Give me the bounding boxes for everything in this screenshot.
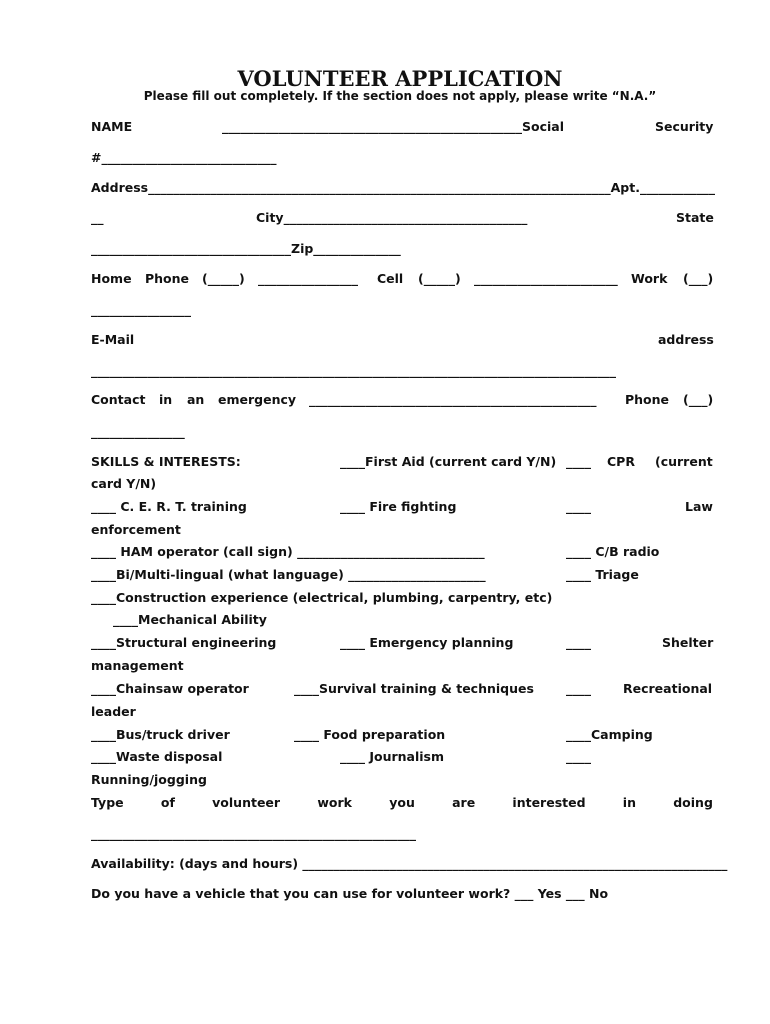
skill-running: Running/jogging (91, 772, 207, 787)
state-label: State (676, 210, 714, 225)
email-label: E-Mail (91, 332, 135, 347)
skill-triage[interactable]: ____ Triage (566, 567, 639, 582)
contact-an-label: an (187, 392, 205, 407)
skill-cb-radio[interactable]: ____ C/B radio (566, 544, 660, 559)
ssn-field[interactable]: #____________________________ (91, 150, 277, 165)
type-word: you (389, 795, 415, 810)
work-phone-field[interactable]: ________________ (91, 302, 191, 317)
name-field[interactable]: ________________________________________________Social (222, 119, 565, 134)
skill-journalism[interactable]: ____ Journalism (340, 749, 445, 764)
skill-camping[interactable]: ____Camping (566, 727, 653, 742)
page-subtitle: Please fill out completely. If the section does not apply, please write “N.A.” (143, 89, 657, 103)
emergency-area-code[interactable]: (___) (683, 392, 714, 407)
state-zip-field[interactable]: ________________________________Zip______________ (91, 241, 401, 256)
type-of-work-label (91, 795, 713, 811)
type-word: work (317, 795, 352, 810)
skill-shelter-blank[interactable]: ____ (566, 635, 591, 650)
type-word: are (452, 795, 476, 810)
cell-area-code[interactable]: (_____) (418, 271, 461, 286)
type-word: interested (512, 795, 586, 810)
skill-cpr-blank[interactable]: ____ (566, 454, 591, 469)
skill-cert[interactable]: ____ C. E. R. T. training (91, 499, 247, 514)
type-word: volunteer (212, 795, 281, 810)
skill-running-blank[interactable]: ____ (566, 749, 591, 764)
skill-construction[interactable]: ____Construction experience (electrical, plumbing, carpentry, etc) (91, 590, 553, 605)
contact-in-label: in (159, 392, 173, 407)
skill-mechanical[interactable]: ____Mechanical Ability (113, 612, 267, 627)
emergency-phone-label: Phone (625, 392, 670, 407)
skill-chainsaw[interactable]: ____Chainsaw operator (91, 681, 249, 696)
home-phone-field[interactable]: ________________ (258, 271, 358, 286)
work-label: Work (631, 271, 668, 286)
skill-cpr: CPR (607, 454, 635, 469)
home-label: Home (91, 271, 132, 286)
email-address-label: address (658, 332, 714, 347)
type-word: Type (91, 795, 124, 810)
type-word: in (622, 795, 636, 810)
skill-law: Law (685, 499, 713, 514)
name-label: NAME (91, 119, 133, 134)
emergency-phone-field[interactable]: _______________ (91, 424, 185, 439)
cell-label: Cell (377, 271, 404, 286)
type-of-work-field[interactable]: ____________________________________________________ (91, 826, 416, 841)
skill-first-aid[interactable]: ____First Aid (current card Y/N) (340, 454, 557, 469)
skill-cpr-continued: card Y/N) (91, 476, 157, 491)
skill-law-blank[interactable]: ____ (566, 499, 591, 514)
email-field[interactable]: ____________________________________________________________________________________ (91, 363, 616, 378)
skill-law-continued: enforcement (91, 522, 181, 537)
work-area-code[interactable]: (___) (683, 271, 714, 286)
type-word: of (160, 795, 175, 810)
skills-heading: SKILLS & INTERESTS: (91, 454, 241, 469)
skill-bilingual[interactable]: ____Bi/Multi-lingual (what language) ______________________ (91, 567, 486, 582)
city-field[interactable]: City_______________________________________ (256, 210, 528, 225)
skill-ham[interactable]: ____ HAM operator (call sign) ______________________________ (91, 544, 485, 559)
skill-food-prep[interactable]: ____ Food preparation (294, 727, 446, 742)
skill-recreational-continued: leader (91, 704, 136, 719)
vehicle-question[interactable]: Do you have a vehicle that you can use for volunteer work? ___ Yes ___ No (91, 886, 609, 901)
availability-field[interactable]: Availability: (days and hours) ____________________________________________________________________ (91, 856, 728, 871)
type-word: doing (673, 795, 713, 810)
emergency-contact-field[interactable]: ______________________________________________ (309, 392, 597, 407)
skill-structural[interactable]: ____Structural engineering (91, 635, 277, 650)
skill-recreational: Recreational (623, 681, 713, 696)
skill-fire-fighting[interactable]: ____ Fire fighting (340, 499, 457, 514)
cell-phone-field[interactable]: _______________________ (474, 271, 618, 286)
contact-label: Contact (91, 392, 146, 407)
security-label: Security (655, 119, 714, 134)
skill-waste-disposal[interactable]: ____Waste disposal (91, 749, 223, 764)
page-title: VOLUNTEER APPLICATION (237, 66, 563, 91)
phone-label: Phone (145, 271, 190, 286)
address-continued: __ (91, 210, 104, 225)
home-area-code[interactable]: (_____) (202, 271, 245, 286)
contact-emergency-label: emergency (218, 392, 297, 407)
address-field[interactable]: Address__________________________________________________________________________Apt.____________ (91, 180, 715, 195)
skill-bus-driver[interactable]: ____Bus/truck driver (91, 727, 230, 742)
skill-emergency-planning[interactable]: ____ Emergency planning (340, 635, 514, 650)
skill-cpr-current: (current (655, 454, 713, 469)
skill-survival[interactable]: ____Survival training & techniques (294, 681, 534, 696)
skill-shelter: Shelter (662, 635, 714, 650)
skill-shelter-continued: management (91, 658, 184, 673)
skill-recreational-blank[interactable]: ____ (566, 681, 591, 696)
